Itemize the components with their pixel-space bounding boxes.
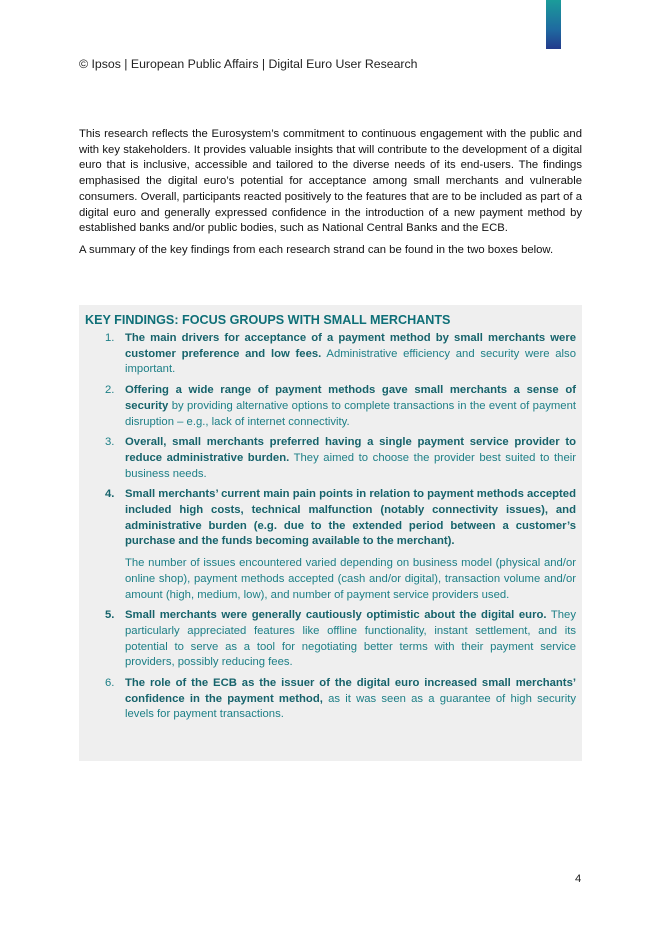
finding-item	[85, 608, 576, 671]
finding-number: 2.	[105, 384, 115, 397]
finding-lead: Offering a wide range of payment methods gave small merchants a sense of security	[125, 384, 576, 412]
finding-lead: The role of the ECB as the issuer of the digital euro increased small merchants’ confidence in the payment method,	[125, 677, 576, 705]
finding-item	[85, 676, 576, 723]
page-number: 4	[575, 873, 582, 885]
findings-list	[85, 331, 576, 723]
finding-number: 3.	[105, 436, 115, 449]
key-findings-title: KEY FINDINGS: FOCUS GROUPS WITH SMALL MERCHANTS	[85, 313, 451, 327]
finding-subparagraph: The number of issues encountered varied depending on business model (physical and/or online shop), payment methods accepted (cash and/or digital), transaction volume and/or amount (high, medium, low), and number of payment service providers used.	[125, 557, 576, 601]
finding-lead: Small merchants’ current main pain points in relation to payment methods accepted included high costs, technical malfunction (notably connectivity issues), and administrative burden (e.g. due to the extended period between a customer’s purchase and the funds becoming available to the merchant).	[125, 488, 576, 548]
finding-number: 1.	[105, 332, 115, 344]
key-findings-box	[79, 305, 582, 761]
finding-text: Administrative efficiency and security were also important.	[125, 347, 576, 376]
finding-item	[85, 435, 576, 482]
finding-item	[85, 487, 576, 603]
finding-text: They particularly appreciated features like offline functionality, instant settlement, and its potential to serve as a tool for negotiating better terms with their payment service providers, possibly reducing fees.	[125, 609, 576, 669]
finding-lead: Overall, small merchants preferred having a single payment service provider to reduce administrative burden.	[125, 436, 576, 464]
finding-text: by providing alternative options to complete transactions in the event of payment disruption – e.g., lack of internet connectivity.	[125, 399, 576, 428]
finding-text: as it was seen as a guarantee of high security levels for payment transactions.	[125, 692, 576, 721]
finding-number: 4.	[105, 488, 115, 501]
finding-text: They aimed to choose the provider best suited to their business needs.	[125, 451, 577, 480]
intro-paragraph: This research reflects the Eurosystem’s commitment to continuous engagement with the public and with key stakeholders. It provides valuable insights that will contribute to the development of a digital euro that is inclusive, accessible and tailored to the diverse needs of its end-users. The findings emphasised the digital euro’s potential for acceptance among small merchants and vulnerable consumers. Overall, participants reacted positively to the features that are to be included as part of a digital euro and generally expressed confidence in the introduction of a new payment method by established banks and/or public bodies, such as National Central Banks and the ECB.	[79, 128, 582, 235]
summary-sentence: A summary of the key findings from each research strand can be found in the two boxes below.	[79, 243, 554, 256]
intro-section	[79, 127, 582, 265]
finding-item	[85, 331, 576, 378]
finding-number: 6.	[105, 677, 115, 690]
finding-lead: The main drivers for acceptance of a payment method by small merchants were customer preference and low fees.	[125, 332, 576, 360]
brand-accent-bar	[546, 0, 561, 49]
finding-lead: Small merchants were generally cautiously optimistic about the digital euro.	[125, 609, 547, 622]
finding-number: 5.	[105, 609, 115, 622]
running-header: © Ipsos | European Public Affairs | Digital Euro User Research	[79, 57, 418, 71]
finding-item	[85, 383, 576, 430]
